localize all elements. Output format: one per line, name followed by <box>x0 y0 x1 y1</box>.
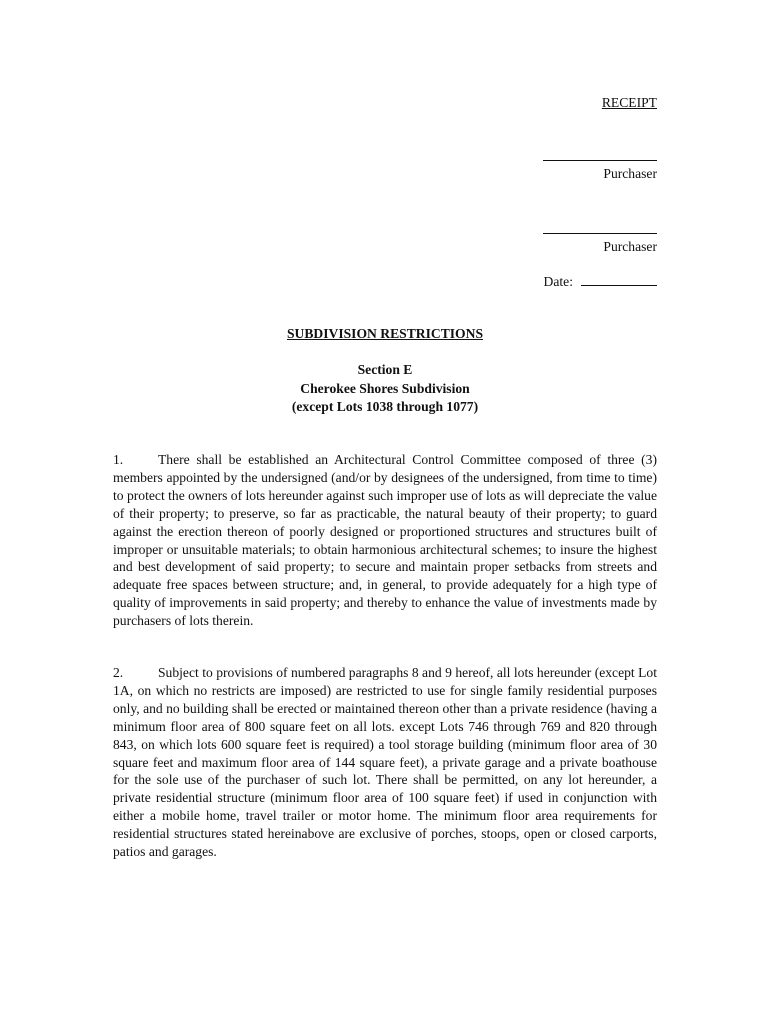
section-heading <box>0 361 770 417</box>
subdivision-name: Cherokee Shores Subdivision <box>300 380 470 396</box>
paragraph-text: Subject to provisions of numbered paragraphs 8 and 9 hereof, all lots hereunder (except Lot 1A, on which no restricts are imposed) are restricted to use for single family residential purposes only, and no building shall be erected or maintained thereon other than a private residence (having a minimum floor area of 800 square feet on all lots. except Lots 746 through 769 and 820 through 843, on which lots 600 square feet is required) a tool storage building (minimum floor area of 30 square feet and maximum floor area of 144 square feet), a private garage and a private boathouse for the sole use of the purchaser of such lot. There shall be permitted, on any lot hereunder, a private residential structure (minimum floor area of 100 square feet) if used in conjunction with either a mobile home, travel trailer or motor home. The minimum floor area requirements for residential structures stated hereinabove are exclusive of porches, stoops, open or closed carports, patios and garages. <box>113 665 657 860</box>
document-title: SUBDIVISION RESTRICTIONS <box>286 326 484 341</box>
paragraph-number: 1. <box>113 452 124 467</box>
date-blank-line <box>581 273 657 286</box>
paragraph-1 <box>113 451 657 630</box>
section-label: Section E <box>357 362 413 377</box>
lot-exception: (except Lots 1038 through 1077) <box>291 399 479 414</box>
purchaser-signature-1 <box>543 160 657 183</box>
date-label: Date: <box>543 274 573 289</box>
date-field <box>544 273 657 291</box>
paragraph-text: There shall be established an Architectural Control Committee composed of three (3) members appointed by the undersigned (and/or by designees of the undersigned, from time to time) to protect the owners of lots hereunder against such improper use of lots as will depreciate the value of their property; to preserve, so far as practicable, the natural beauty of their property; to guard against the erection thereon of poorly designed or proportioned structures and structures built of improper or unsuitable materials; to obtain harmonious architectural schemes; to insure the highest and best development of said property; to secure and maintain proper setbacks from streets and adequate free spaces between structure; and, in general, to provide adequately for a high type of quality of improvements in said property; and thereby to enhance the value of investments made by purchasers of lots therein. <box>113 452 657 629</box>
paragraph-number: 2. <box>113 665 124 680</box>
paragraph-2 <box>113 664 657 861</box>
purchaser-signature-2 <box>543 233 657 256</box>
receipt-title: RECEIPT <box>601 95 657 110</box>
purchaser-label-1: Purchaser <box>603 166 657 181</box>
purchaser-label-2: Purchaser <box>603 239 657 254</box>
